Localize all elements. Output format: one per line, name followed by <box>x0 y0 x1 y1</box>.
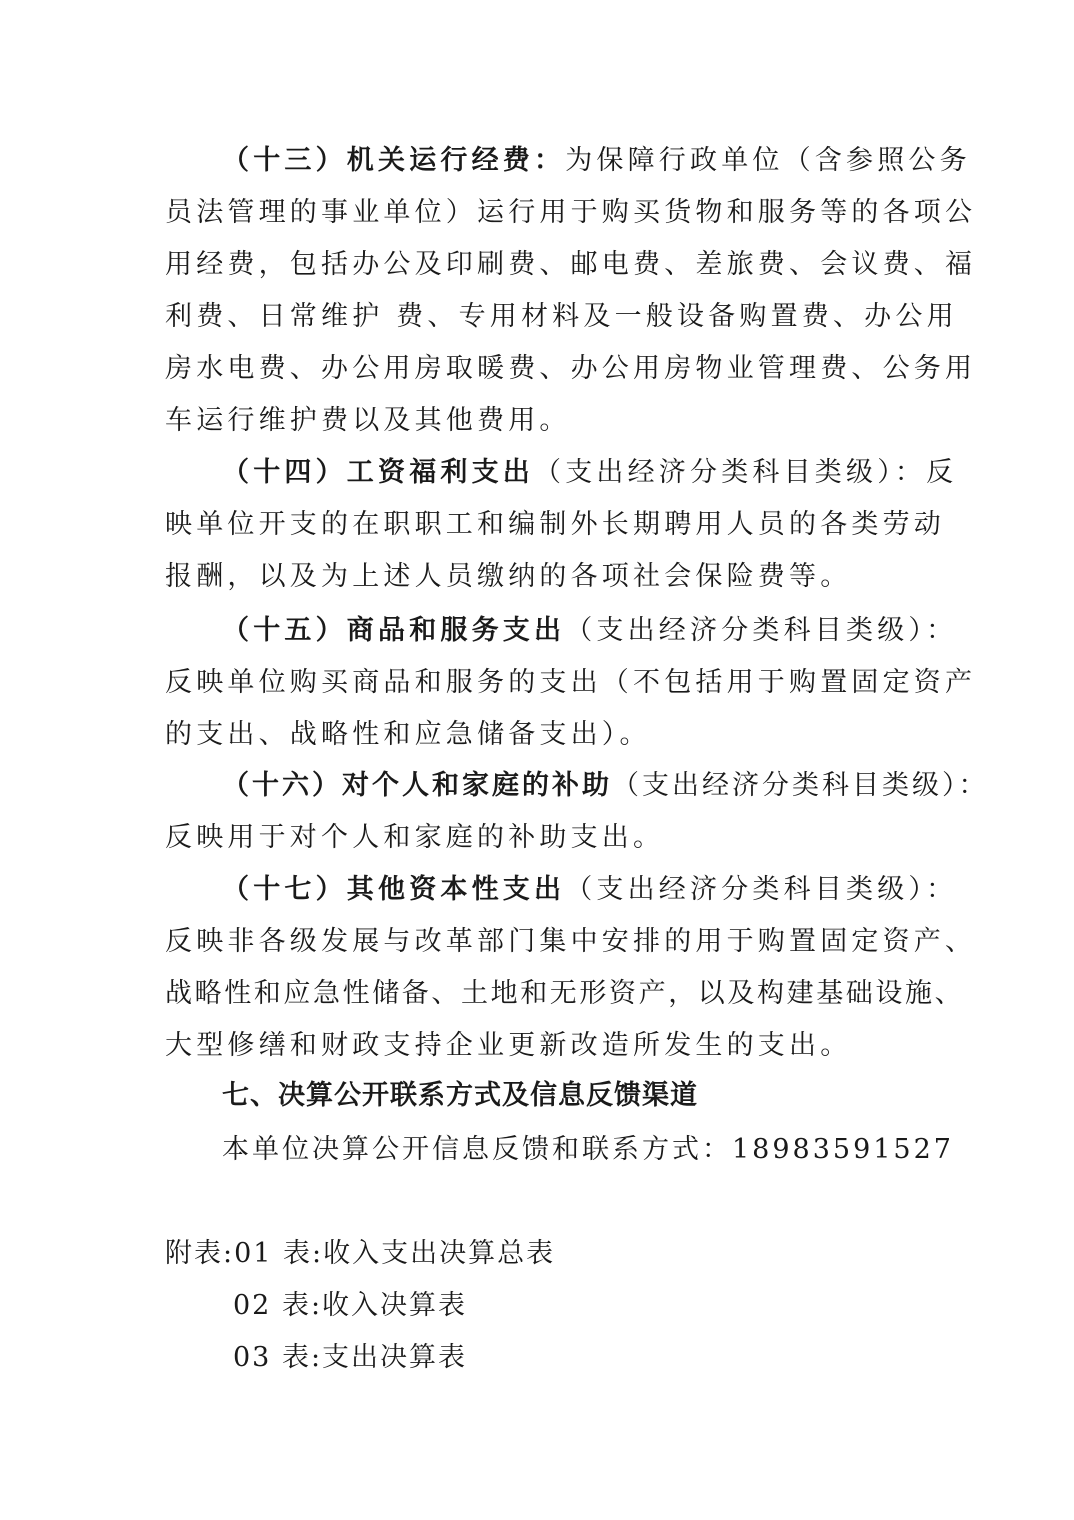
section-15-line-3: 的支出、战略性和应急储备支出）。 <box>165 719 651 750</box>
attachment-02: 02 表:收入决算表 <box>233 1290 468 1321</box>
section-16-text: （支出经济分类科目类级）： <box>612 770 989 801</box>
section-13-text: 为保障行政单位（含参照公务 <box>565 145 971 176</box>
attachment-03: 03 表:支出决算表 <box>233 1342 468 1373</box>
section-17-title: （十七）其他资本性支出 <box>222 874 566 905</box>
section-7-heading: 七、决算公开联系方式及信息反馈渠道 <box>222 1080 698 1111</box>
section-13-line-3: 用经费，包括办公及印刷费、邮电费、差旅费、会议费、福 <box>165 249 977 280</box>
section-13-line-5: 房水电费、办公用房取暖费、办公用房物业管理费、公务用 <box>165 353 977 384</box>
section-17-first-line <box>222 864 957 916</box>
section-17-line-2: 反映非各级发展与改革部门集中安排的用于购置固定资产、 <box>165 926 977 957</box>
section-13-title: （十三）机关运行经费： <box>222 145 566 176</box>
section-16-line-2: 反映用于对个人和家庭的补助支出。 <box>165 822 665 853</box>
section-15-title: （十五）商品和服务支出 <box>222 615 566 646</box>
section-13-line-6: 车运行维护费以及其他费用。 <box>165 405 571 436</box>
section-14-line-2: 映单位开支的在职职工和编制外长期聘用人员的各类劳动 <box>165 509 945 540</box>
section-14-title: （十四）工资福利支出 <box>222 457 534 488</box>
section-14-text: （支出经济分类科目类级）：反 <box>534 457 958 488</box>
section-13-first-line <box>222 135 971 187</box>
section-14-line-3: 报酬，以及为上述人员缴纳的各项社会保险费等。 <box>165 561 852 592</box>
section-16-first-line <box>222 760 989 812</box>
section-13-line-2: 员法管理的事业单位）运行用于购买货物和服务等的各项公 <box>165 197 977 228</box>
section-14-first-line <box>222 447 957 499</box>
attachment-01: 附表:01 表:收入支出决算总表 <box>165 1238 556 1269</box>
section-17-text: （支出经济分类科目类级）： <box>565 874 958 905</box>
section-15-first-line <box>222 605 957 657</box>
section-15-text: （支出经济分类科目类级）： <box>565 615 958 646</box>
section-15-line-2: 反映单位购买商品和服务的支出（不包括用于购置固定资产 <box>165 667 977 698</box>
section-17-line-3: 战略性和应急性储备、土地和无形资产，以及构建基础设施、 <box>165 978 965 1009</box>
section-13-line-4: 利费、日常维护 费、专用材料及一般设备购置费、办公用 <box>165 301 958 332</box>
section-16-title: （十六）对个人和家庭的补助 <box>222 770 612 801</box>
contact-line: 本单位决算公开信息反馈和联系方式：18983591527 <box>222 1134 954 1165</box>
section-17-line-4: 大型修缮和财政支持企业更新改造所发生的支出。 <box>165 1030 852 1061</box>
